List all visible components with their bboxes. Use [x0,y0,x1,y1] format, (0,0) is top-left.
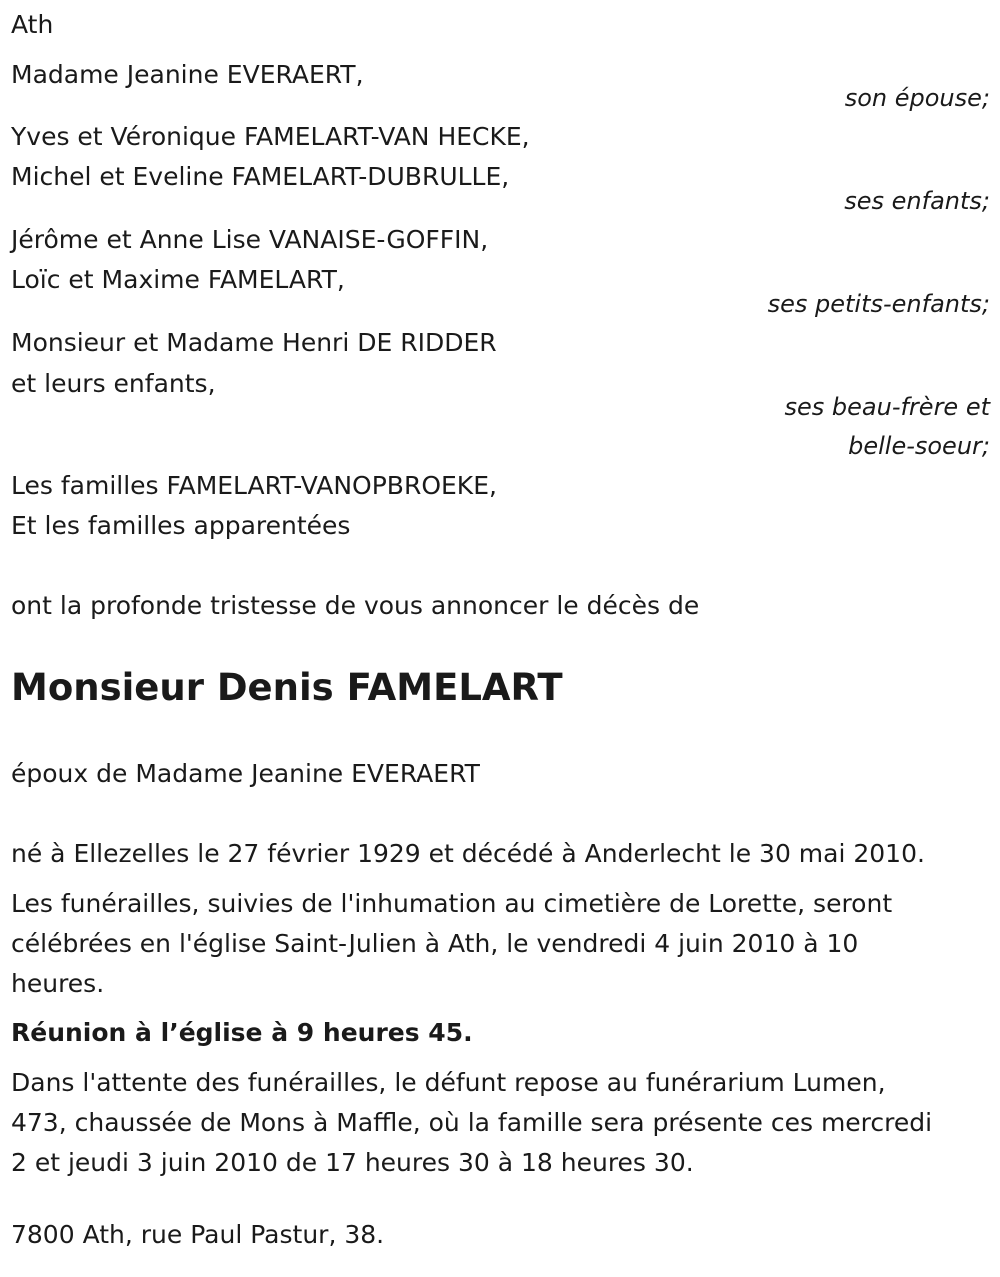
other-families-2: Et les familles apparentées [11,511,351,540]
grandchild-2: Loïc et Maxime FAMELART, [11,265,345,294]
announcement: ont la profonde tristesse de vous annoncer le décès de [11,591,700,620]
spouse-of: époux de Madame Jeanine EVERAERT [11,759,480,788]
funeral-line-3: heures. [11,969,105,998]
children-role: ses enfants; [844,187,990,215]
meeting-time: Réunion à l’église à 9 heures 45. [11,1018,473,1047]
inlaws-line-2: et leurs enfants, [11,369,216,398]
deceased-name: Monsieur Denis FAMELART [11,666,563,709]
inlaws-role-line-2: belle-soeur; [848,432,990,460]
address: 7800 Ath, rue Paul Pastur, 38. [11,1220,385,1249]
birth-death: né à Ellezelles le 27 février 1929 et décédé à Anderlecht le 30 mai 2010. [11,839,925,868]
other-families-1: Les familles FAMELART-VANOPBROEKE, [11,471,497,500]
visitation-line-3: 2 et jeudi 3 juin 2010 de 17 heures 30 à 18 heures 30. [11,1148,694,1177]
grandchild-1: Jérôme et Anne Lise VANAISE-GOFFIN, [11,225,489,254]
child-2: Michel et Eveline FAMELART-DUBRULLE, [11,162,510,191]
child-1: Yves et Véronique FAMELART-VAN HECKE, [11,122,530,151]
visitation-line-2: 473, chaussée de Mons à Maffle, où la famille sera présente ces mercredi [11,1108,933,1137]
grandchildren-role: ses petits-enfants; [767,290,990,318]
spouse-name: Madame Jeanine EVERAERT, [11,60,364,89]
visitation-line-1: Dans l'attente des funérailles, le défunt repose au funérarium Lumen, [11,1068,886,1097]
location: Ath [11,10,54,39]
inlaws-role-line-1: ses beau-frère et [784,393,990,421]
funeral-line-2: célébrées en l'église Saint-Julien à Ath, le vendredi 4 juin 2010 à 10 [11,929,859,958]
funeral-line-1: Les funérailles, suivies de l'inhumation au cimetière de Lorette, seront [11,889,893,918]
spouse-role: son épouse; [844,84,990,112]
inlaws-line-1: Monsieur et Madame Henri DE RIDDER [11,328,497,357]
